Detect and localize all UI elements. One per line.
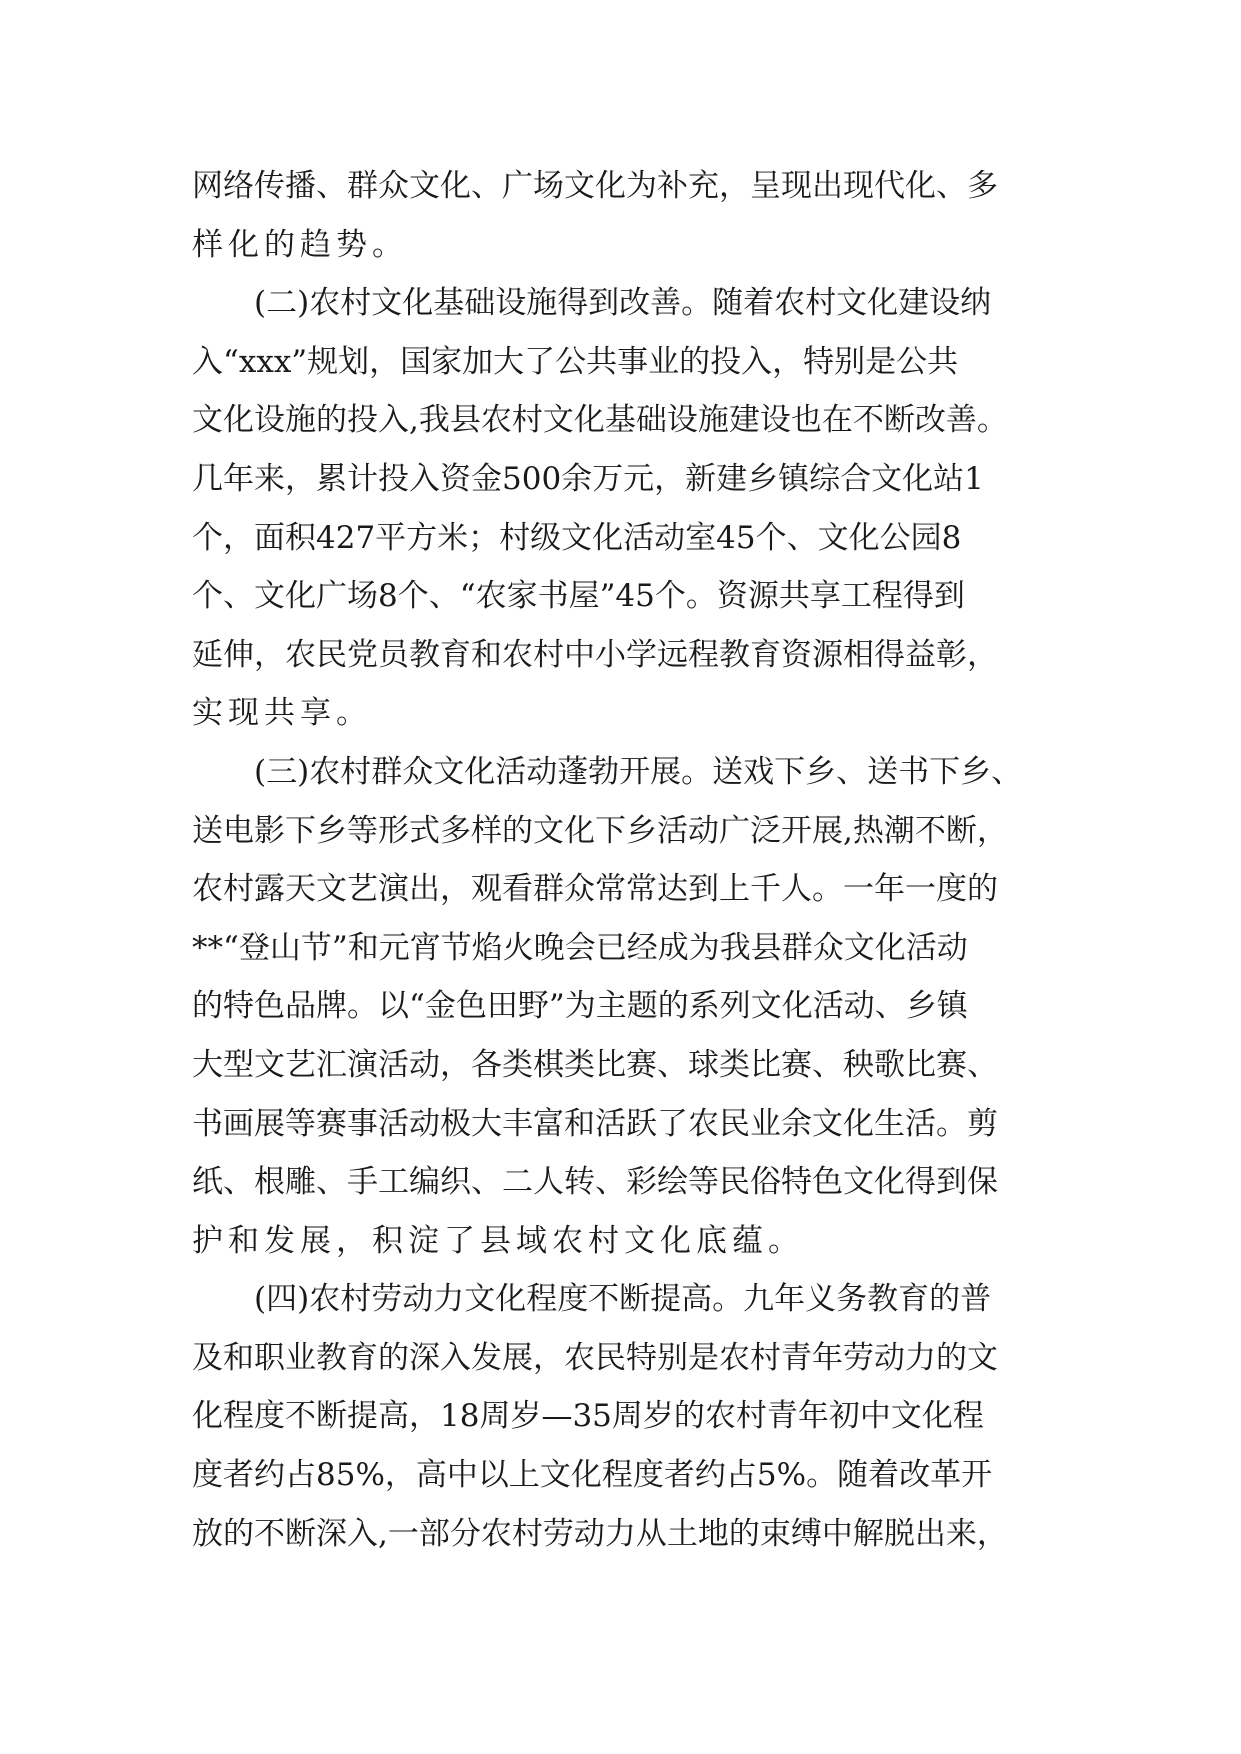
text-line bbox=[192, 1446, 1052, 1505]
paragraph-first-line bbox=[192, 743, 1052, 802]
line-text: 样化的趋势。 bbox=[192, 226, 408, 263]
text-line bbox=[192, 802, 1052, 861]
line-text: 及和职业教育的深入发展，农民特别是农村青年劳动力的文 bbox=[192, 1339, 998, 1376]
line-text: 化程度不断提高，18周岁—35周岁的农村青年初中文化程 bbox=[192, 1398, 984, 1435]
text-line bbox=[192, 626, 1052, 685]
text-line bbox=[192, 684, 1052, 743]
line-text: 个、文化广场8个、“农家书屋”45个。资源共享工程得到 bbox=[192, 578, 965, 615]
line-text: 农村露天文艺演出，观看群众常常达到上千人。一年一度的 bbox=[192, 871, 998, 908]
paragraph-first-line bbox=[192, 274, 1052, 333]
line-text: 网络传播、群众文化、广场文化为补充，呈现出现代化、多 bbox=[192, 168, 998, 204]
line-text: 纸、根雕、手工编织、二人转、彩绘等民俗特色文化得到保 bbox=[192, 1164, 998, 1201]
text-line bbox=[192, 509, 1052, 568]
text-line bbox=[192, 977, 1052, 1036]
document-body bbox=[192, 157, 1052, 1563]
text-line bbox=[192, 333, 1052, 392]
line-text: 送电影下乡等形式多样的文化下乡活动广泛开展,热潮不断， bbox=[192, 812, 1008, 849]
text-line bbox=[192, 1329, 1052, 1388]
text-line bbox=[192, 567, 1052, 626]
text-line bbox=[192, 1036, 1052, 1095]
text-line bbox=[192, 450, 1052, 509]
text-line bbox=[192, 919, 1052, 978]
text-line bbox=[192, 1095, 1052, 1154]
line-text: 个，面积427平方米；村级文化活动室45个、文化公园8 bbox=[192, 519, 962, 556]
text-line bbox=[192, 860, 1052, 919]
line-text: 护和发展，积淀了县域农村文化底蕴。 bbox=[192, 1222, 804, 1259]
line-text: 几年来，累计投入资金500余万元，新建乡镇综合文化站1 bbox=[192, 460, 984, 497]
line-text: (二)农村文化基础设施得到改善。随着农村文化建设纳 bbox=[254, 285, 992, 322]
text-line bbox=[192, 1387, 1052, 1446]
line-text: 大型文艺汇演活动，各类棋类比赛、球类比赛、秧歌比赛、 bbox=[192, 1046, 998, 1083]
line-text: (三)农村群众文化活动蓬勃开展。送戏下乡、送书下乡、 bbox=[254, 753, 1023, 790]
line-text: 入“xxx”规划，国家加大了公共事业的投入，特别是公共 bbox=[192, 343, 959, 380]
text-line bbox=[192, 157, 1052, 216]
line-text: 放的不断深入,一部分农村劳动力从土地的束缚中解脱出来， bbox=[192, 1515, 1008, 1552]
line-text: **“登山节”和元宵节焰火晚会已经成为我县群众文化活动 bbox=[192, 929, 968, 966]
line-text: 实现共享。 bbox=[192, 695, 372, 732]
line-text: (四)农村劳动力文化程度不断提高。九年义务教育的普 bbox=[254, 1281, 992, 1318]
text-line bbox=[192, 216, 1052, 275]
text-line bbox=[192, 391, 1052, 450]
text-line bbox=[192, 1212, 1052, 1271]
line-text: 延伸，农民党员教育和农村中小学远程教育资源相得益彰， bbox=[192, 636, 998, 673]
text-line bbox=[192, 1153, 1052, 1212]
line-text: 文化设施的投入,我县农村文化基础设施建设也在不断改善。 bbox=[192, 402, 1008, 439]
line-text: 度者约占85%，高中以上文化程度者约占5%。随着改革开 bbox=[192, 1457, 993, 1494]
line-text: 书画展等赛事活动极大丰富和活跃了农民业余文化生活。剪 bbox=[192, 1105, 998, 1142]
paragraph-first-line bbox=[192, 1270, 1052, 1329]
line-text: 的特色品牌。以“金色田野”为主题的系列文化活动、乡镇 bbox=[192, 988, 968, 1025]
text-line bbox=[192, 1505, 1052, 1564]
